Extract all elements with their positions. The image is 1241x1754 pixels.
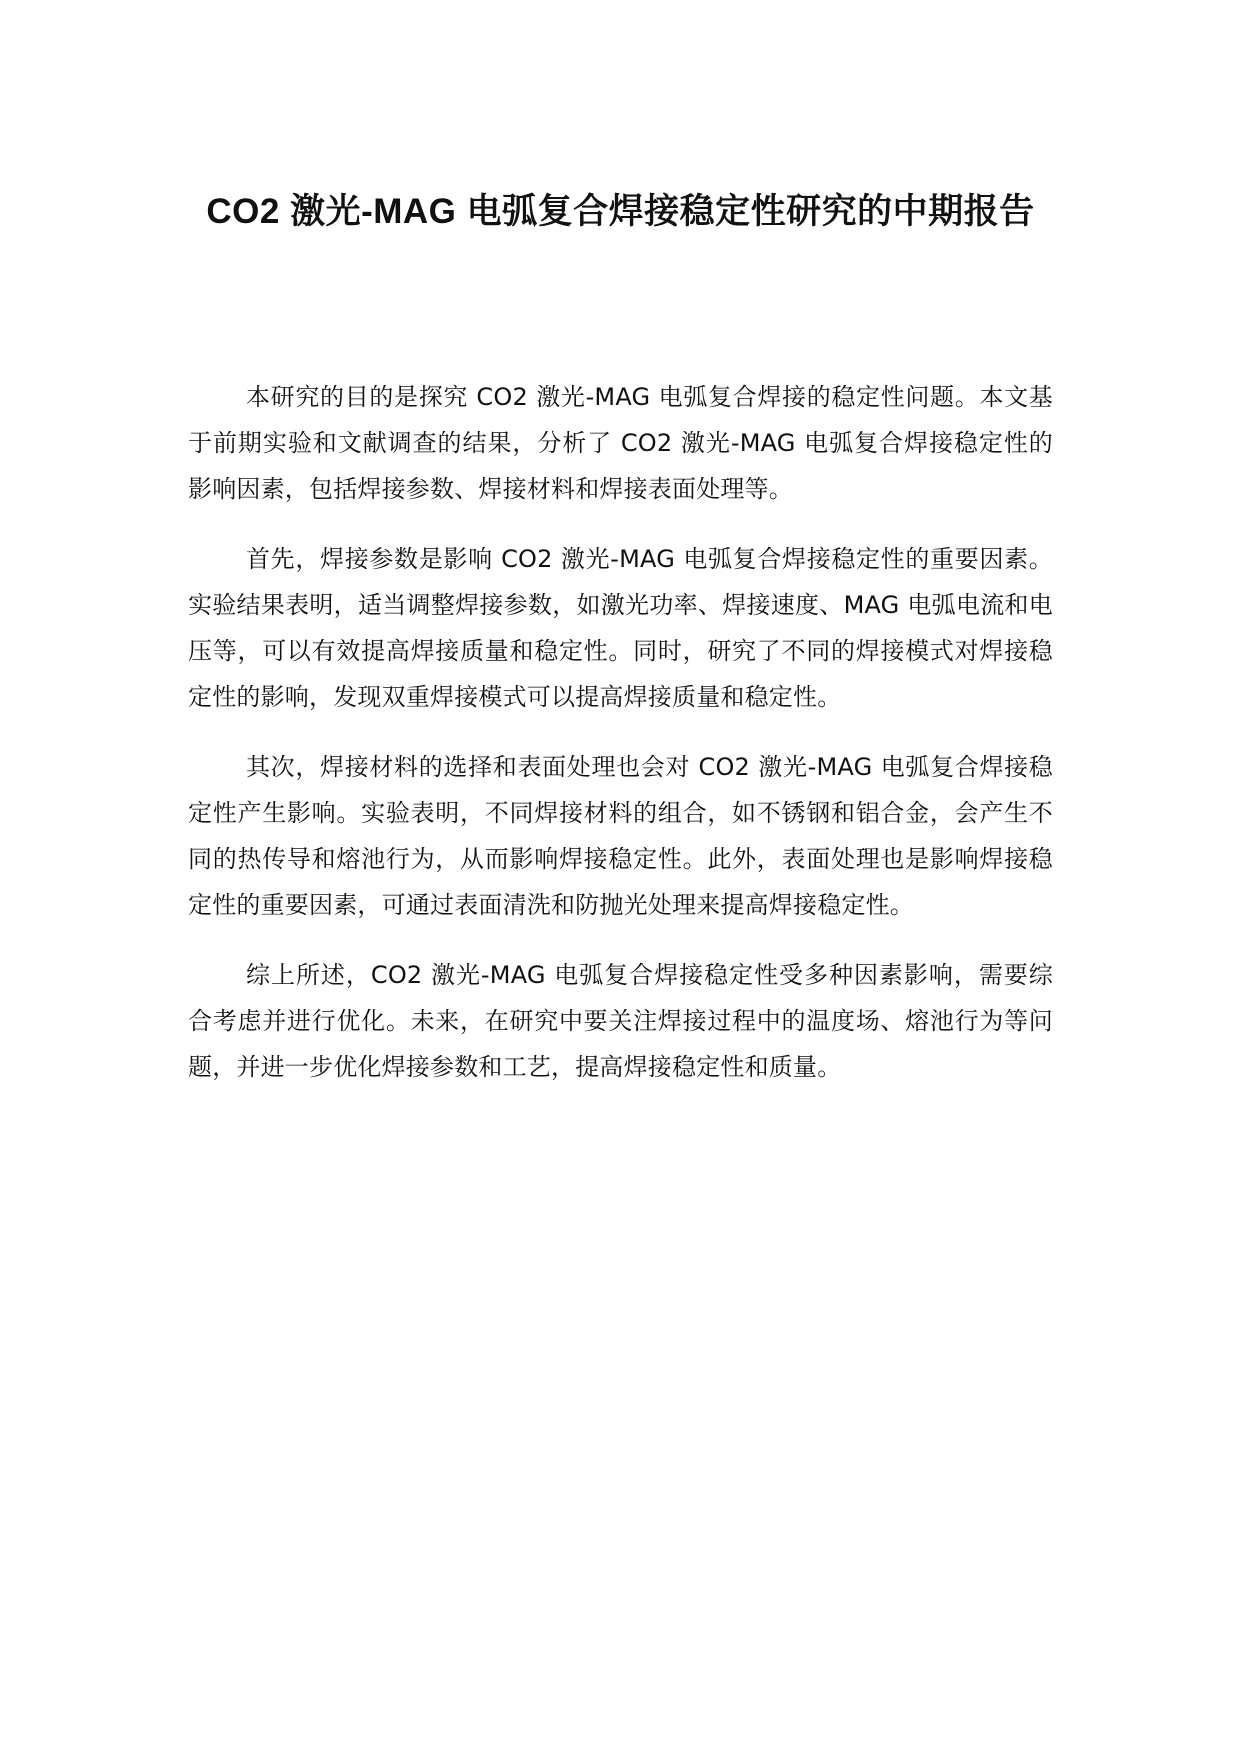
paragraph-1: 本研究的目的是探究 CO2 激光-MAG 电弧复合焊接的稳定性问题。本文基于前期实验和文献调查的结果，分析了 CO2 激光-MAG 电弧复合焊接稳定性的影响因素，包括焊接参数、焊接材料和焊接表面处理等。 (188, 383, 1053, 503)
paragraph-3: 其次，焊接材料的选择和表面处理也会对 CO2 激光-MAG 电弧复合焊接稳定性产生影响。实验表明，不同焊接材料的组合，如不锈钢和铝合金，会产生不同的热传导和熔池行为，从而影响焊接稳定性。此外，表面处理也是影响焊接稳定性的重要因素，可通过表面清洗和防抛光处理来提高焊接稳定性。 (188, 753, 1053, 919)
document-body (188, 374, 1053, 1114)
paragraph-4: 综上所述，CO2 激光-MAG 电弧复合焊接稳定性受多种因素影响，需要综合考虑并进行优化。未来，在研究中要关注焊接过程中的温度场、熔池行为等问题，并进一步优化焊接参数和工艺，提高焊接稳定性和质量。 (188, 961, 1053, 1081)
document-title: CO2 激光-MAG 电弧复合焊接稳定性研究的中期报告 (206, 192, 1035, 231)
paragraph-2: 首先，焊接参数是影响 CO2 激光-MAG 电弧复合焊接稳定性的重要因素。实验结果表明，适当调整焊接参数，如激光功率、焊接速度、MAG 电弧电流和电压等，可以有效提高焊接质量和稳定性。同时，研究了不同的焊接模式对焊接稳定性的影响，发现双重焊接模式可以提高焊接质量和稳定性。 (188, 545, 1053, 711)
